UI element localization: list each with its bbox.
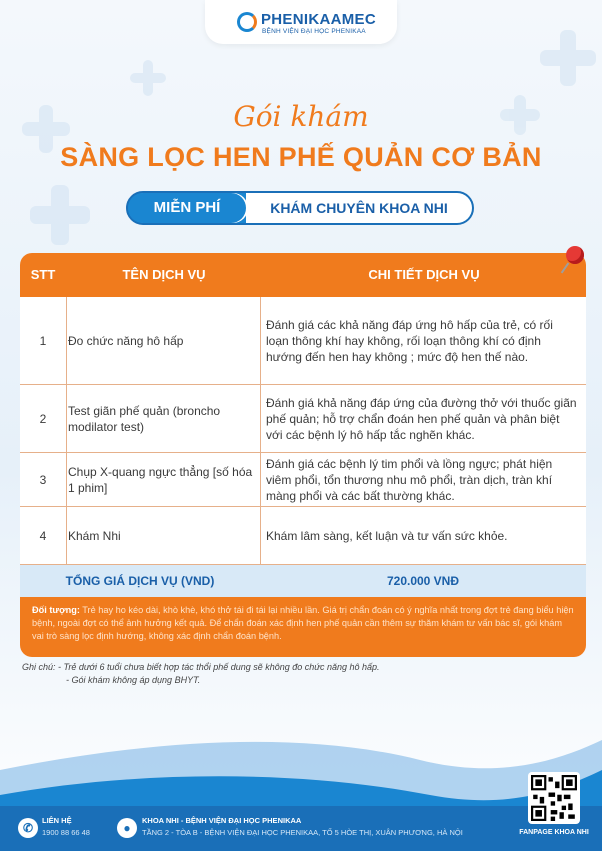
service-table (20, 253, 586, 657)
location-icon: ● (117, 818, 137, 838)
header-detail: CHI TIẾT DỊCH VỤ (368, 267, 480, 282)
cross-decoration (130, 60, 166, 96)
row-service: Test giãn phế quản (broncho modilator test) (68, 403, 221, 434)
row-detail: Đánh giá các bệnh lý tim phổi và lồng ngực; phát hiện viêm phổi, tổn thương nhu mô phổi, tràn dịch, tràn khí màng phổi và các bất thường khác. (266, 456, 553, 503)
total-label: TỔNG GIÁ DỊCH VỤ (VND) (65, 574, 215, 588)
table-row (20, 385, 586, 453)
row-stt: 2 (39, 411, 47, 426)
title-script: Gói khám (233, 100, 369, 133)
dept-name: KHOA NHI - BỆNH VIỆN ĐẠI HỌC PHENIKAA (142, 816, 302, 825)
target-text (32, 604, 574, 643)
qr-code[interactable] (528, 772, 580, 824)
note-line-1: Ghi chú: - Trẻ dưới 6 tuổi chưa biết hợp tác thổi phế dung sẽ không đo chức năng hô hấp. (22, 662, 380, 672)
logo-text: PHENIKAAMEC (261, 11, 376, 28)
row-stt: 4 (39, 528, 47, 543)
logo-subtitle: BỆNH VIỆN ĐẠI HỌC PHENIKAA (262, 28, 366, 35)
target-box (20, 597, 586, 657)
target-label: Đối tượng: (32, 605, 80, 615)
row-detail: Khám lâm sàng, kết luận và tư vấn sức khỏe. (266, 528, 508, 543)
row-detail: Đánh giá các khả năng đáp ứng hô hấp của trẻ, có rối loạn thông khí hay không, rối loạn thông khí có định hướng đến hen hay không ; mức độ hen thế nào. (266, 317, 553, 364)
column-divider (260, 297, 261, 565)
badge-specialty: KHÁM CHUYÊN KHOA NHI (246, 193, 472, 223)
cross-decoration (30, 185, 90, 245)
header-stt: STT (30, 267, 56, 282)
logo-icon (237, 12, 257, 32)
contact-phone[interactable]: 1900 88 66 48 (42, 828, 90, 837)
total-value: 720.000 VNĐ (386, 574, 460, 588)
row-service: Chụp X-quang ngực thẳng [số hóa 1 phim] (68, 464, 253, 495)
table-header (20, 253, 586, 297)
row-detail: Đánh giá khả năng đáp ứng của đường thở với thuốc giãn phế quản; hỗ trợ chẩn đoán hen phế quản và phân biệt với các bệnh lý hô hấp tắc nghẽn khác. (266, 395, 577, 442)
contact-label: LIÊN HỆ (42, 816, 72, 825)
row-service: Khám Nhi (68, 528, 121, 543)
phone-icon: ✆ (18, 818, 38, 838)
fanpage-label: FANPAGE KHOA NHI (519, 829, 589, 836)
qr-pattern (531, 775, 577, 821)
row-stt: 3 (39, 472, 47, 487)
table-row (20, 453, 586, 507)
row-service: Đo chức năng hô hấp (68, 333, 184, 348)
header-service: TÊN DỊCH VỤ (122, 267, 206, 282)
table-row (20, 297, 586, 385)
total-row (20, 565, 586, 597)
notes (22, 661, 380, 687)
cross-decoration (540, 30, 596, 86)
pushpin-icon (560, 242, 588, 276)
page-title: SÀNG LỌC HEN PHẾ QUẢN CƠ BẢN (60, 142, 542, 172)
target-description: Trẻ hay ho kéo dài, khò khè, khó thở tái đi tái lại nhiều lần. Giá trị chẩn đoán có ý nghĩa nhất trong đợt trẻ đang biểu hiện bệnh, ngoài đợt có thể ảnh hưởng kết quả. Để chẩn đoán xác định hen phế quản cần thêm sự thăm khám tư vấn bác sĩ, gói khám vai trò sàng lọc định hướng, không xác định chẩn đoán bệnh. (32, 605, 574, 641)
note-line-2: - Gói khám không áp dụng BHYT. (66, 675, 201, 685)
row-stt: 1 (39, 333, 47, 348)
column-divider (66, 297, 67, 565)
table-row (20, 507, 586, 565)
badge-free: MIỄN PHÍ (128, 193, 246, 223)
address: TẦNG 2 - TÒA B - BỆNH VIỆN ĐẠI HỌC PHENIKAA, TỐ 5 HÒE THỊ, XUÂN PHƯƠNG, HÀ NỘI (142, 828, 463, 837)
